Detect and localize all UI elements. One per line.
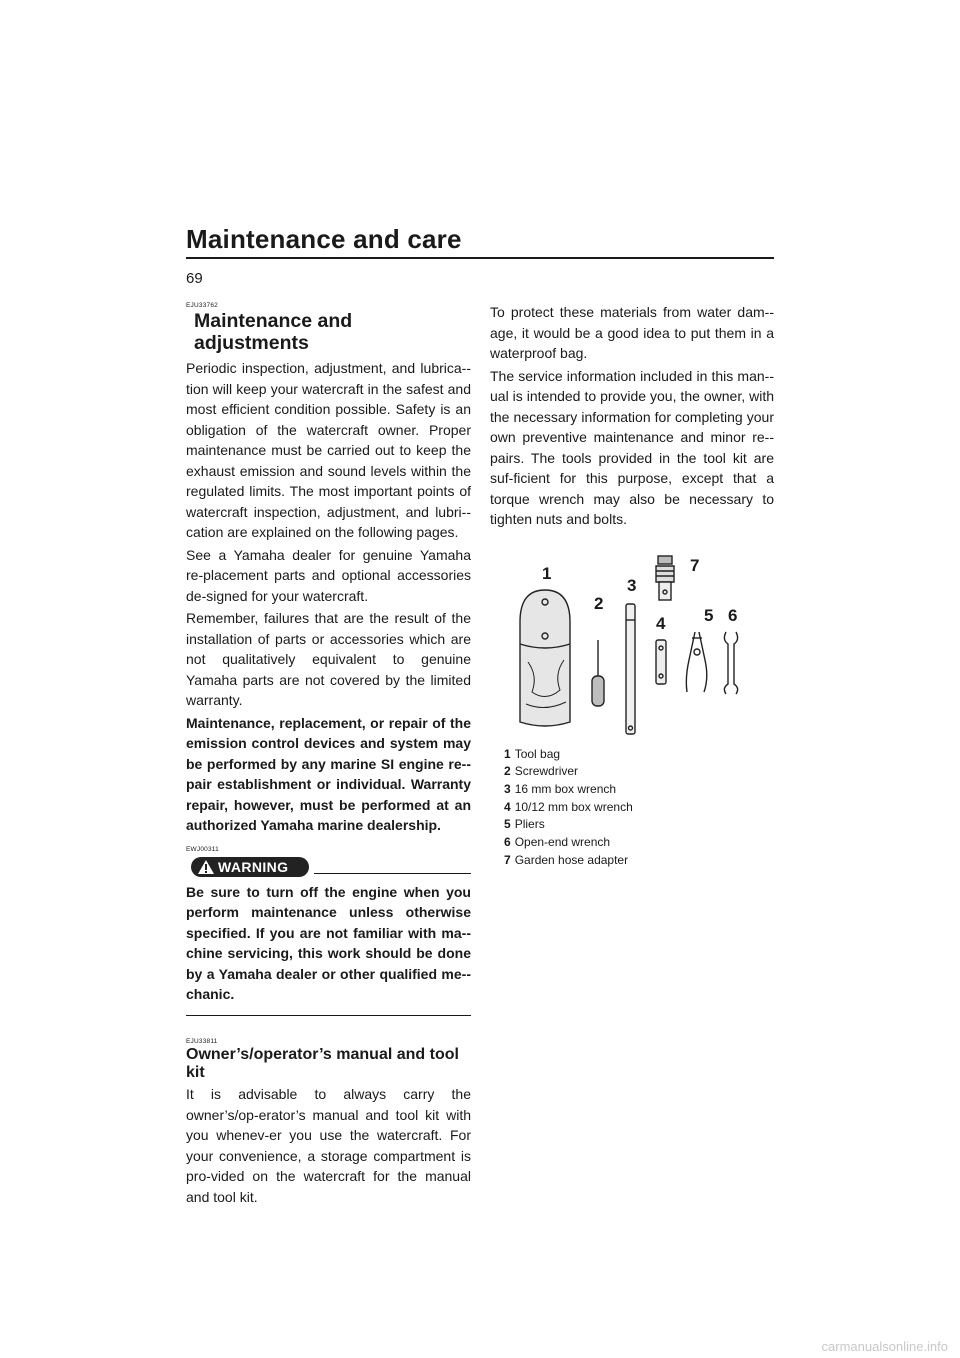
callout-3: 3 bbox=[627, 575, 637, 595]
box-wrench-10-12mm-icon bbox=[656, 640, 666, 684]
page-number: 69 bbox=[186, 270, 203, 287]
callout-7: 7 bbox=[690, 555, 700, 575]
box-wrench-16mm-icon bbox=[626, 604, 635, 734]
legend-label: Garden hose adapter bbox=[514, 852, 629, 867]
garden-hose-adapter-icon bbox=[656, 556, 674, 600]
paragraph: Periodic inspection, adjustment, and lubrica-tion will keep your watercraft in the safest and most efficient condition possible. Safety is an obligation of the watercraft owner. Proper maintenance must be carried out to keep the exhaust emission and sound levels within the regulated limits. The most important points of watercraft inspection, adjustment, and lubri-cation are explained on the following pages. bbox=[186, 360, 471, 540]
tool-bag-icon bbox=[520, 590, 570, 726]
legend-number: 2 bbox=[504, 764, 511, 779]
pliers-icon bbox=[686, 632, 706, 692]
open-end-wrench-icon bbox=[724, 632, 737, 694]
callout-1: 1 bbox=[542, 563, 552, 583]
legend-label: 10/12 mm box wrench bbox=[514, 799, 633, 814]
screwdriver-icon bbox=[592, 640, 604, 706]
legend-number: 1 bbox=[504, 746, 511, 761]
legend-item bbox=[504, 852, 774, 870]
warning-header bbox=[186, 856, 471, 878]
paragraph: See a Yamaha dealer for genuine Yamaha re-placement parts and optional accessories de-signed for your watercraft. bbox=[186, 546, 471, 604]
legend-label: Pliers bbox=[514, 817, 545, 832]
chapter-title: Maintenance and care bbox=[186, 224, 462, 254]
legend-item bbox=[504, 781, 774, 799]
legend-item bbox=[504, 763, 774, 781]
legend-number: 5 bbox=[504, 817, 511, 832]
paragraph: Remember, failures that are the result of the installation of parts or accessories which are not qualitatively equivalent to genuine Yamaha parts are not covered by the limited warranty. bbox=[186, 610, 471, 708]
legend-number: 4 bbox=[504, 799, 511, 814]
legend-label: 16 mm box wrench bbox=[514, 781, 617, 796]
paragraph: The service information included in this man-ual is intended to provide you, the owner, with the necessary information for completing your own preventive maintenance and minor re-pairs. The tools provided in the tool kit are suf-ficient for this purpose, except that a torque wrench may also be necessary to tighten nuts and bolts. bbox=[490, 367, 774, 527]
section-heading-maintenance: Maintenance and adjustments bbox=[194, 310, 353, 354]
callout-4: 4 bbox=[656, 613, 666, 633]
legend-label: Tool bag bbox=[514, 746, 561, 761]
left-column bbox=[186, 302, 471, 1209]
warning-triangle-icon bbox=[197, 859, 215, 875]
callout-2: 2 bbox=[594, 593, 604, 613]
section-code: EJU33811 bbox=[186, 1038, 218, 1045]
section-heading-manual-tool-kit bbox=[186, 1046, 471, 1082]
heading-line: kit bbox=[186, 1064, 205, 1081]
watermark-site: carmanualsonline.info bbox=[821, 1339, 948, 1354]
callout-6: 6 bbox=[728, 605, 738, 625]
legend-item bbox=[504, 834, 774, 852]
legend-label: Open-end wrench bbox=[514, 835, 611, 850]
legend-number: 3 bbox=[504, 781, 511, 796]
legend-number: 7 bbox=[504, 852, 511, 867]
paragraph-bold: Maintenance, replacement, or repair of the emission control devices and system may be performed by any marine SI engine re-pair establishment or individual. Warranty repair, however, must be performed at an authorized Yamaha marine dealership. bbox=[186, 714, 471, 833]
legend-item bbox=[504, 799, 774, 817]
title-rule bbox=[186, 257, 774, 259]
heading-line: Owner’s/operator’s manual and tool bbox=[186, 1046, 459, 1063]
warning-badge bbox=[191, 857, 309, 877]
legend-label: Screwdriver bbox=[514, 764, 579, 779]
paragraph: It is advisable to always carry the owner’s/op-erator’s manual and tool kit with you whenev-er you use the watercraft. For your convenience, a storage compartment is pro-vided on the watercraft for the manual and tool kit. bbox=[186, 1086, 471, 1205]
paragraph: To protect these materials from water dam-age, it would be a good idea to put them in a waterproof bag. bbox=[490, 304, 774, 361]
warning-text: Be sure to turn off the engine when you perform maintenance unless otherwise specified. If you are not familiar with ma-chine servicing, this work should be done by a Yamaha dealer or other qualified me-chanic. bbox=[186, 883, 471, 1002]
legend-item bbox=[504, 816, 774, 834]
section-code: EJU33762 bbox=[186, 302, 218, 309]
right-column bbox=[490, 302, 774, 869]
figure-legend bbox=[490, 746, 774, 870]
legend-number: 6 bbox=[504, 835, 511, 850]
warning-end-rule bbox=[186, 1015, 471, 1017]
legend-item bbox=[504, 746, 774, 764]
warning-label: WARNING bbox=[218, 858, 289, 875]
warning-code: EWJ00311 bbox=[186, 845, 219, 853]
warning-rule bbox=[314, 873, 471, 875]
callout-5: 5 bbox=[704, 605, 714, 625]
tool-kit-figure bbox=[490, 552, 774, 742]
